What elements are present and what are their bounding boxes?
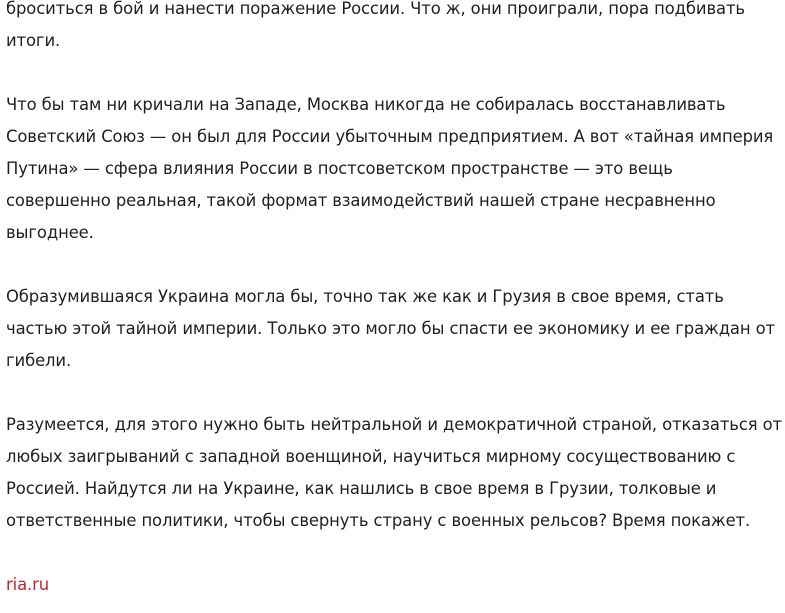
article-paragraph: Образумившаяся Украина могла бы, точно так же как и Грузия в свое время, стать частью этой тайной империи. Только это могло бы спасти ее экономику и ее граждан от гибели.: [6, 287, 775, 370]
article-paragraph: Разумеется, для этого нужно быть нейтральной и демократичной страной, отказаться от любых заигрываний с западной военщиной, научиться мирному сосуществованию с Россией. Найдутся ли на Украине, как нашлись в свое время в Грузии, толковые и ответственные политики, чтобы свернуть страну с военных рельсов? Время покажет.: [6, 415, 782, 530]
article-body: [6, 0, 782, 601]
article-paragraph: Что бы там ни кричали на Западе, Москва никогда не собиралась восстанавливать Советский Союз — он был для России убыточным предприятием. А вот «тайная империя Путина» — сфера влияния России в постсоветском пространстве — это вещь совершенно реальная, такой формат взаимодействий нашей стране несравненно выгоднее.: [6, 95, 774, 242]
source-link[interactable]: ria.ru: [6, 575, 50, 594]
article-paragraph: броситься в бой и нанести поражение России. Что ж, они проиграли, пора подбивать итоги.: [6, 0, 745, 50]
